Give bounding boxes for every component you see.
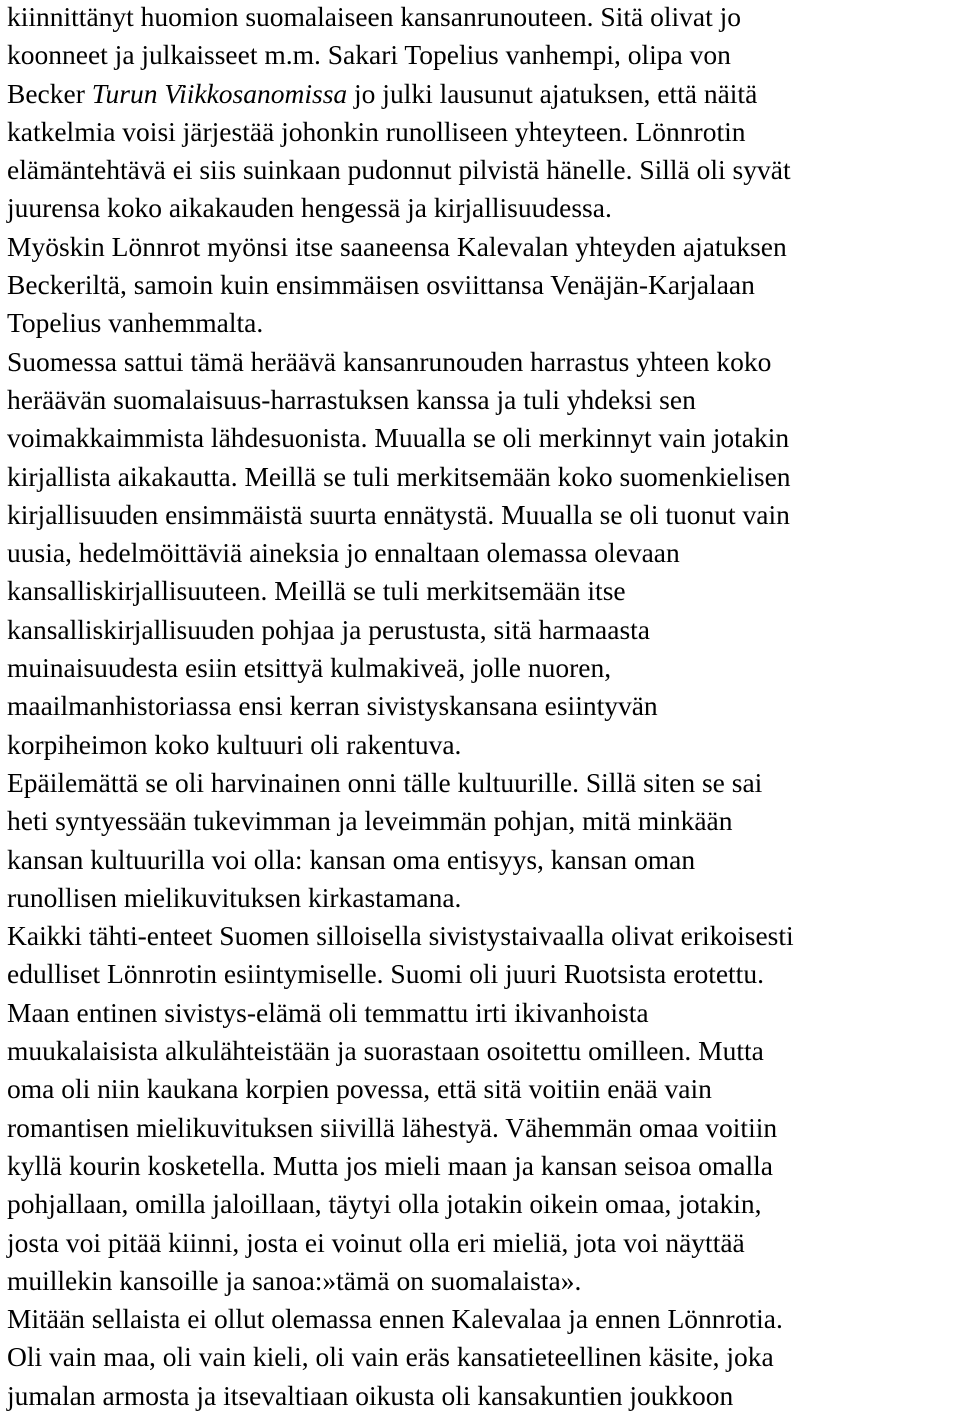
body-text: Oli vain maa, oli vain kieli, oli vain eräs kansatieteellinen käsite, joka — [7, 1341, 774, 1373]
document-page — [7, 0, 960, 1415]
text-line — [7, 955, 960, 993]
body-text: maailmanhistoriassa ensi kerran sivistyskansana esiintyvän — [7, 690, 658, 722]
body-text: kirjallista aikakautta. Meillä se tuli merkitsemään koko suomenkielisen — [7, 460, 791, 492]
body-text: koonneet ja julkaisseet m.m. Sakari Topelius vanhempi, olipa von — [7, 39, 731, 71]
body-text: katkelmia voisi järjestää johonkin runolliseen yhteyteen. Lönnrotin — [7, 115, 746, 147]
text-line — [7, 419, 960, 457]
text-line — [7, 802, 960, 840]
text-line — [7, 1300, 960, 1338]
body-text: Mitään sellaista ei ollut olemassa ennen Kalevalaa ja ennen Lönnrotia. — [7, 1303, 783, 1335]
text-line — [7, 994, 960, 1032]
text-line — [7, 1070, 960, 1108]
text-line — [7, 189, 960, 227]
text-line — [7, 381, 960, 419]
text-line — [7, 228, 960, 266]
body-text: juurensa koko aikakauden hengessä ja kirjallisuudessa. — [7, 192, 612, 224]
text-line — [7, 1224, 960, 1262]
body-text: kiinnittänyt huomion suomalaiseen kansanrunouteen. Sitä olivat jo — [7, 1, 741, 32]
text-line — [7, 1147, 960, 1185]
text-line — [7, 496, 960, 534]
body-text: kyllä kourin kosketella. Mutta jos mieli maan ja kansan seisoa omalla — [7, 1149, 773, 1181]
text-line — [7, 1377, 960, 1415]
body-text: muillekin kansoille ja sanoa:»tämä on suomalaista». — [7, 1264, 582, 1296]
body-text: romantisen mielikuvituksen siivillä lähestyä. Vähemmän omaa voitiin — [7, 1111, 778, 1143]
body-text: Becker — [7, 77, 92, 109]
body-text: Myöskin Lönnrot myönsi itse saaneensa Kalevalan yhteyden ajatuksen — [7, 230, 787, 262]
text-line — [7, 764, 960, 802]
text-line — [7, 113, 960, 151]
body-text: kansalliskirjallisuuden pohjaa ja perustusta, sitä harmaasta — [7, 613, 651, 645]
body-text: kirjallisuuden ensimmäistä suurta ennätystä. Muualla se oli tuonut vain — [7, 498, 790, 530]
text-line — [7, 917, 960, 955]
body-text: oma oli niin kaukana korpien povessa, että sitä voitiin enää vain — [7, 1073, 712, 1105]
body-text: Epäilemättä se oli harvinainen onni tälle kultuurille. Sillä siten se sai — [7, 766, 763, 798]
body-text: muinaisuudesta esiin etsittyä kulmakiveä, jolle nuoren, — [7, 652, 612, 684]
body-text: elämäntehtävä ei siis suinkaan pudonnut pilvistä hänelle. Sillä oli syvät — [7, 154, 791, 186]
body-text: jumalan armosta ja itsevaltiaan oikusta oli kansakuntien joukkoon — [7, 1379, 734, 1411]
body-text: runollisen mielikuvituksen kirkastamana. — [7, 881, 462, 913]
body-text: Beckeriltä, samoin kuin ensimmäisen osviittansa Venäjän-Karjalaan — [7, 269, 755, 301]
text-line — [7, 75, 960, 113]
text-line — [7, 304, 960, 342]
body-text: jo julki lausunut ajatuksen, että näitä — [347, 77, 758, 109]
text-line — [7, 0, 960, 36]
body-text: kansalliskirjallisuuteen. Meillä se tuli merkitsemään itse — [7, 575, 626, 607]
body-text: Topelius vanhemmalta. — [7, 307, 264, 339]
text-line — [7, 726, 960, 764]
body-text: voimakkaimmista lähdesuonista. Muualla se oli merkinnyt vain jotakin — [7, 422, 790, 454]
body-text: kansan kultuurilla voi olla: kansan oma entisyys, kansan oman — [7, 843, 696, 875]
text-line — [7, 1109, 960, 1147]
body-text: heti syntyessään tukevimman ja leveimmän pohjan, mitä minkään — [7, 805, 733, 837]
text-line — [7, 1185, 960, 1223]
text-line — [7, 458, 960, 496]
text-line — [7, 687, 960, 725]
text-line — [7, 572, 960, 610]
text-line — [7, 343, 960, 381]
text-line — [7, 266, 960, 304]
body-text: uusia, hedelmöittäviä aineksia jo ennaltaan olemassa olevaan — [7, 537, 680, 569]
body-text: Maan entinen sivistys-elämä oli temmattu irti ikivanhoista — [7, 996, 649, 1028]
text-line — [7, 841, 960, 879]
text-line — [7, 1338, 960, 1376]
body-text: Kaikki tähti-enteet Suomen silloisella sivistystaivaalla olivat erikoisesti — [7, 920, 794, 952]
body-text: Suomessa sattui tämä heräävä kansanrunouden harrastus yhteen koko — [7, 345, 772, 377]
text-line — [7, 879, 960, 917]
text-line — [7, 36, 960, 74]
text-line — [7, 151, 960, 189]
body-text: pohjallaan, omilla jaloillaan, täytyi olla jotakin oikein omaa, jotakin, — [7, 1188, 762, 1220]
body-text: heräävän suomalaisuus-harrastuksen kanssa ja tuli yhdeksi sen — [7, 383, 696, 415]
body-text: josta voi pitää kiinni, josta ei voinut olla eri mieliä, jota voi näyttää — [7, 1226, 745, 1258]
text-line — [7, 649, 960, 687]
text-line — [7, 1032, 960, 1070]
italic-title-text: Turun Viikkosanomissa — [91, 77, 348, 109]
body-text: muukalaisista alkulähteistään ja suorastaan osoitettu omilleen. Mutta — [7, 1035, 764, 1067]
text-line — [7, 611, 960, 649]
body-text: edulliset Lönnrotin esiintymiselle. Suomi oli juuri Ruotsista erotettu. — [7, 958, 764, 990]
text-line — [7, 1262, 960, 1300]
body-text: korpiheimon koko kultuuri oli rakentuva. — [7, 728, 462, 760]
text-line — [7, 534, 960, 572]
